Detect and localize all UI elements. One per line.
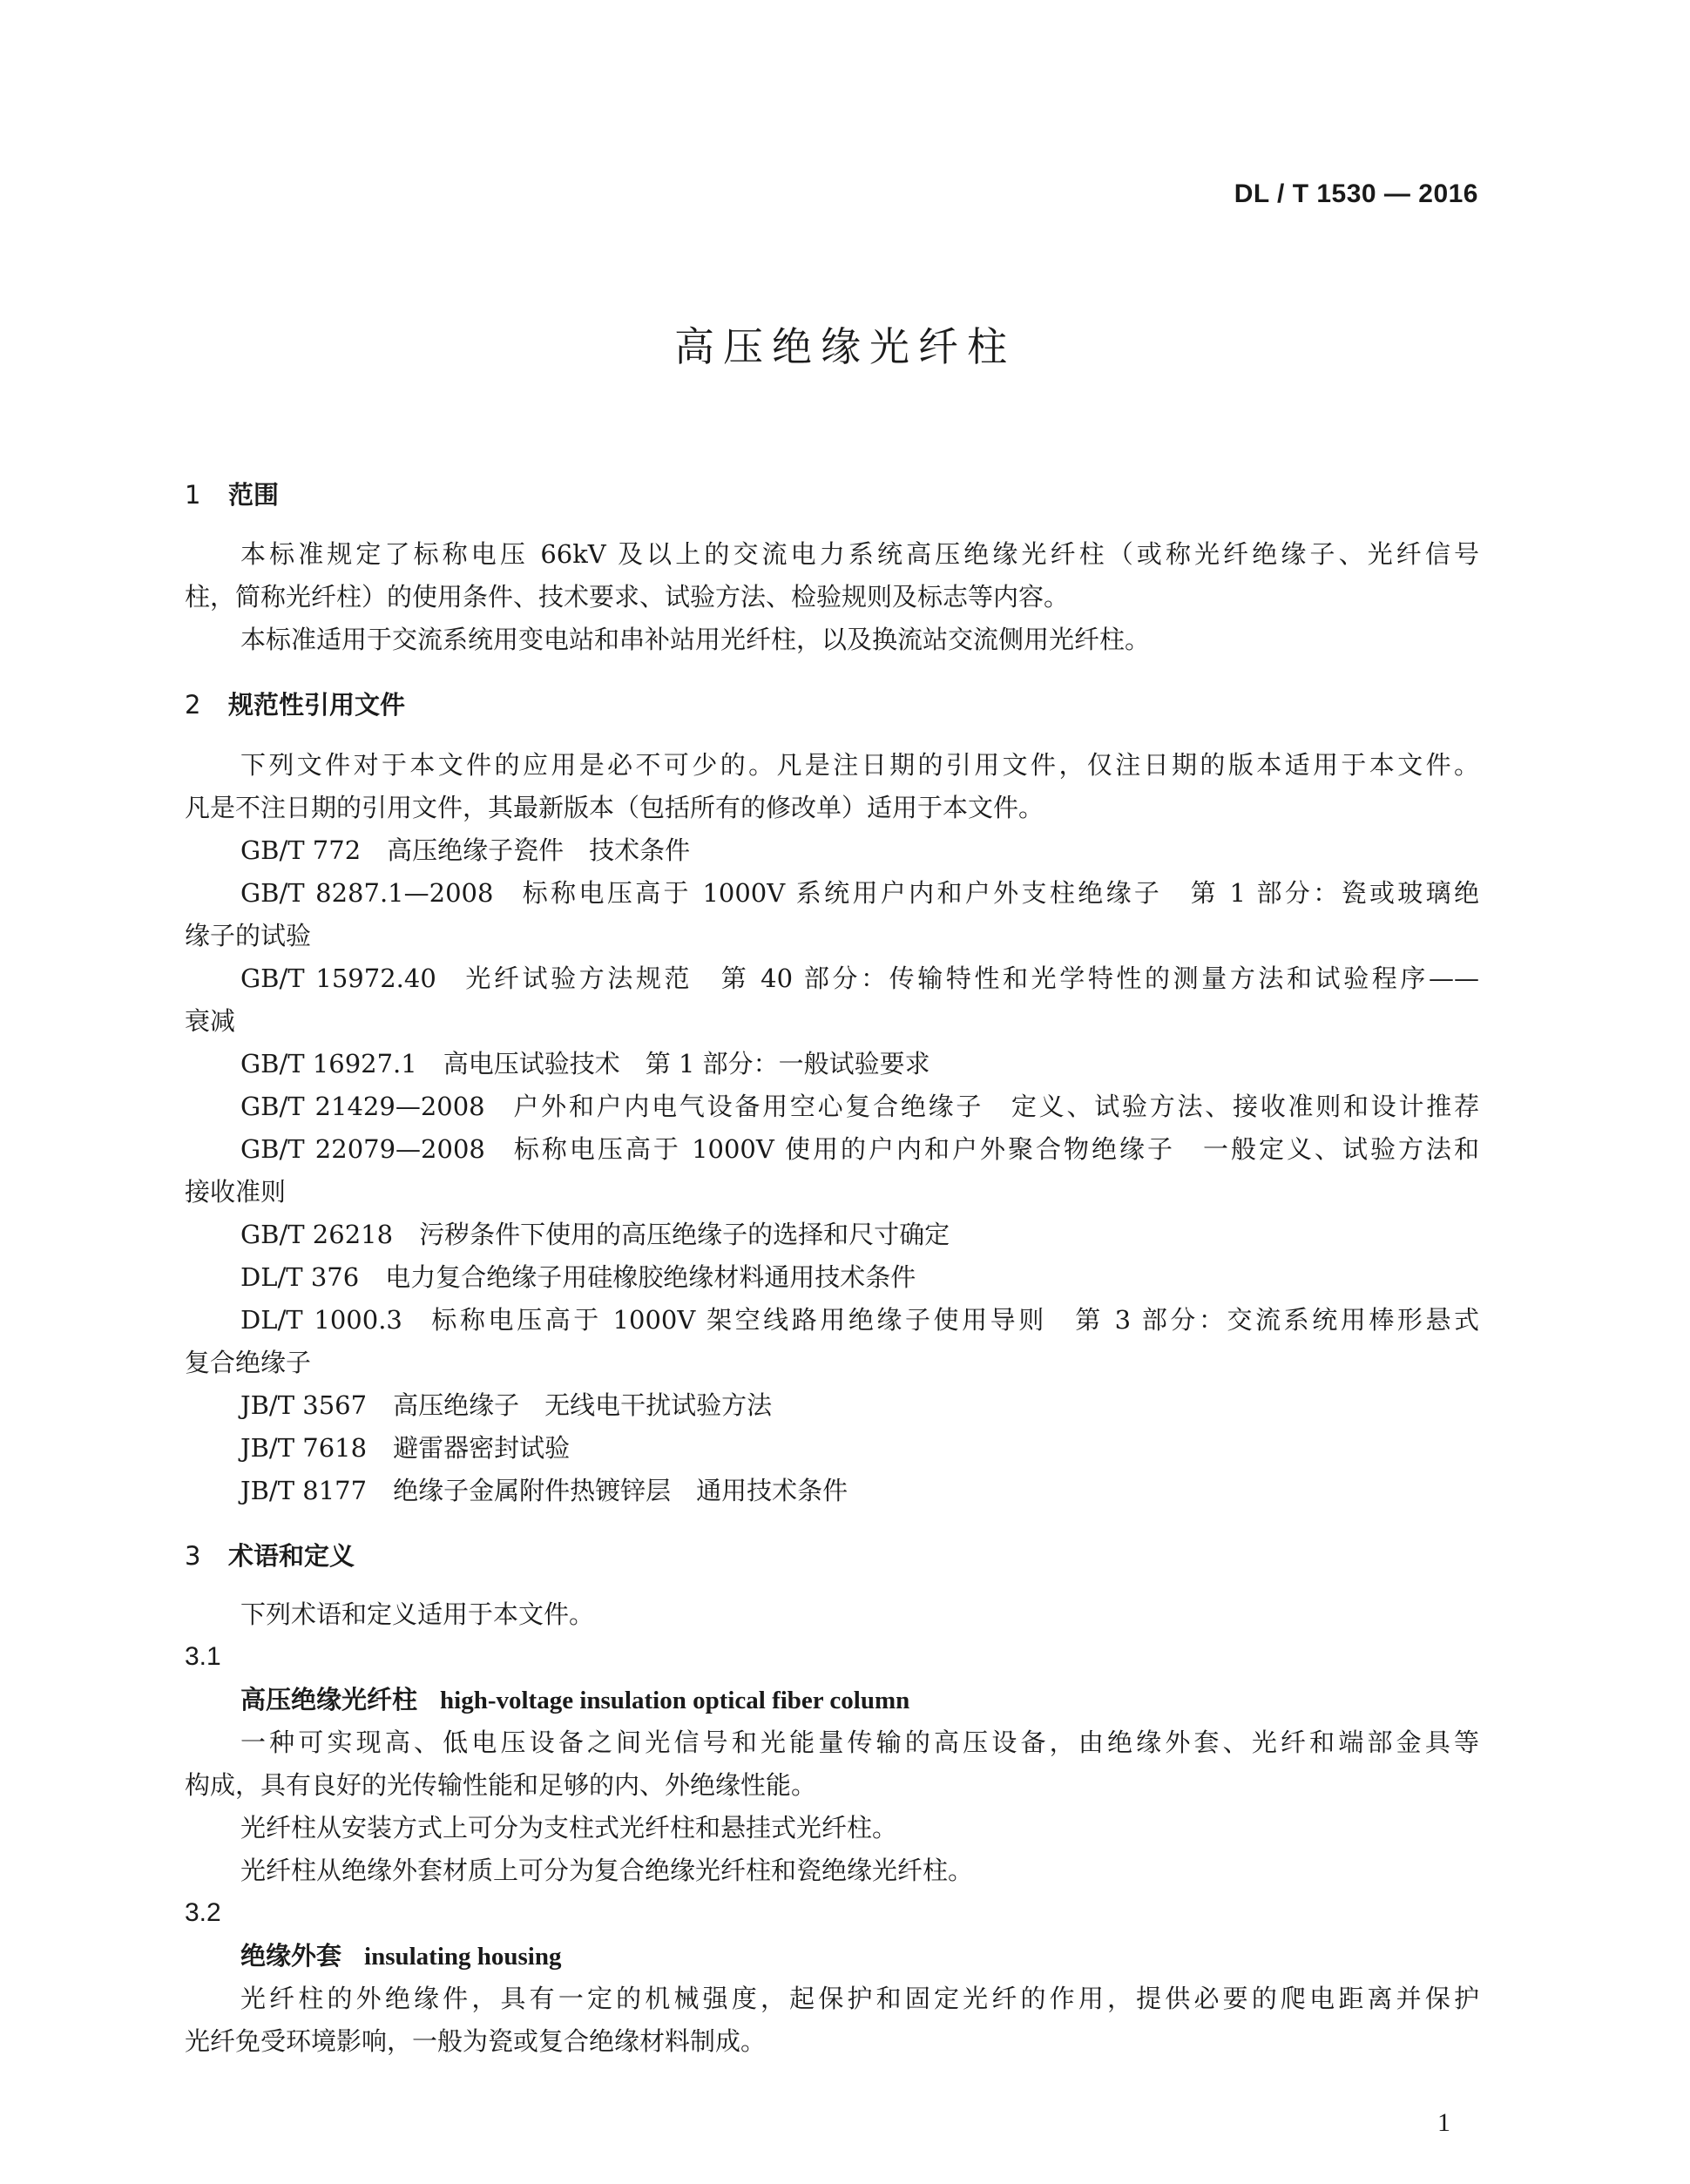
paragraph: 下列文件对于本文件的应用是必不可少的。凡是注日期的引用文件，仅注日期的版本适用于本文件。 <box>240 750 1479 780</box>
standard-code: DL / T 1530 — 2016 <box>1234 179 1478 208</box>
reference-item <box>240 1473 848 1508</box>
reference-title: 户外和户内电气设备用空心复合绝缘子 定义、试验方法、接收准则和设计推荐 <box>510 1092 1479 1121</box>
reference-code: GB/T 16927.1 <box>240 1049 417 1078</box>
reference-code: GB/T 15972.40 <box>240 964 436 993</box>
reference-item <box>240 1217 950 1252</box>
term-chinese: 绝缘外套 <box>240 1941 342 1971</box>
term-english: insulating housing <box>364 1943 562 1971</box>
reference-item <box>240 1430 570 1465</box>
paragraph: 本标准规定了标称电压 66kV 及以上的交流电力系统高压绝缘光纤柱（或称光纤绝缘子、光纤信号 <box>240 539 1479 569</box>
reference-title-continued: 接收准则 <box>185 1177 287 1207</box>
section-1-title: 范围 <box>228 480 280 510</box>
section-3-title: 术语和定义 <box>228 1541 355 1571</box>
section-2-heading <box>185 687 405 722</box>
reference-item <box>240 1302 1479 1337</box>
reference-title: 避雷器密封试验 <box>393 1433 571 1463</box>
reference-code: DL/T 1000.3 <box>240 1305 402 1335</box>
paragraph: 凡是不注日期的引用文件，其最新版本（包括所有的修改单）适用于本文件。 <box>185 793 1044 822</box>
term-chinese: 高压绝缘光纤柱 <box>240 1685 418 1714</box>
term-english: high-voltage insulation optical fiber column <box>440 1687 910 1714</box>
reference-code: JB/T 8177 <box>240 1476 368 1505</box>
reference-item <box>240 876 1479 910</box>
reference-title: 光纤试验方法规范 第 40 部分：传输特性和光学特性的测量方法和试验程序—— <box>462 964 1479 993</box>
reference-item <box>240 1260 916 1295</box>
reference-title-continued: 缘子的试验 <box>185 921 312 950</box>
reference-title: 标称电压高于 1000V 使用的户内和户外聚合物绝缘子 一般定义、试验方法和 <box>510 1134 1479 1164</box>
definition-note: 光纤柱从安装方式上可分为支柱式光纤柱和悬挂式光纤柱。 <box>240 1813 898 1843</box>
reference-item <box>240 961 1479 996</box>
definition: 光纤柱的外绝缘件，具有一定的机械强度，起保护和固定光纤的作用，提供必要的爬电距离并保护 <box>240 1984 1479 2013</box>
definition: 光纤免受环境影响，一般为瓷或复合绝缘材料制成。 <box>185 2026 767 2056</box>
reference-code: GB/T 21429—2008 <box>240 1092 485 1121</box>
reference-code: GB/T 22079—2008 <box>240 1134 485 1164</box>
term-entry <box>240 1938 562 1974</box>
section-1-number: 1 <box>185 480 201 510</box>
definition: 构成，具有良好的光传输性能和足够的内、外绝缘性能。 <box>185 1770 817 1800</box>
reference-title: 高压绝缘子瓷件 技术条件 <box>387 835 691 865</box>
reference-code: GB/T 772 <box>240 835 362 865</box>
section-1-heading <box>185 477 279 512</box>
definition-note: 光纤柱从绝缘外套材质上可分为复合绝缘光纤柱和瓷绝缘光纤柱。 <box>240 1856 974 1885</box>
definition: 一种可实现高、低电压设备之间光信号和光能量传输的高压设备，由绝缘外套、光纤和端部金具等 <box>240 1728 1479 1757</box>
term-entry <box>240 1682 909 1718</box>
reference-item <box>240 1046 930 1081</box>
reference-title-continued: 复合绝缘子 <box>185 1348 312 1377</box>
reference-title: 高压绝缘子 无线电干扰试验方法 <box>393 1390 773 1420</box>
section-2-title: 规范性引用文件 <box>228 690 406 720</box>
paragraph: 本标准适用于交流系统用变电站和串补站用光纤柱，以及换流站交流侧用光纤柱。 <box>240 625 1151 654</box>
reference-item <box>240 1132 1479 1166</box>
section-2-number: 2 <box>185 690 201 720</box>
reference-title: 标称电压高于 1000V 架空线路用绝缘子使用导则 第 3 部分：交流系统用棒形悬式 <box>428 1305 1479 1335</box>
paragraph: 下列术语和定义适用于本文件。 <box>240 1599 595 1629</box>
reference-title: 高电压试验技术 第 1 部分：一般试验要求 <box>443 1049 930 1078</box>
reference-title: 标称电压高于 1000V 系统用户内和户外支柱绝缘子 第 1 部分：瓷或玻璃绝 <box>519 878 1479 908</box>
paragraph: 柱，简称光纤柱）的使用条件、技术要求、试验方法、检验规则及标志等内容。 <box>185 582 1070 612</box>
reference-code: GB/T 8287.1—2008 <box>240 878 494 908</box>
reference-title: 绝缘子金属附件热镀锌层 通用技术条件 <box>393 1476 848 1505</box>
reference-item <box>240 1388 772 1423</box>
reference-code: DL/T 376 <box>240 1262 360 1292</box>
clause-number: 3.1 <box>185 1642 221 1671</box>
reference-code: GB/T 26218 <box>240 1220 394 1249</box>
reference-title-continued: 衰减 <box>185 1006 236 1036</box>
reference-code: JB/T 3567 <box>240 1390 368 1420</box>
section-3-heading <box>185 1538 355 1573</box>
reference-title: 污秽条件下使用的高压绝缘子的选择和尺寸确定 <box>419 1220 950 1249</box>
reference-code: JB/T 7618 <box>240 1433 368 1463</box>
reference-title: 电力复合绝缘子用硅橡胶绝缘材料通用技术条件 <box>385 1262 916 1292</box>
reference-item <box>240 1089 1479 1124</box>
document-title: 高压绝缘光纤柱 <box>674 323 1016 370</box>
section-3-number: 3 <box>185 1541 201 1571</box>
page-number: 1 <box>1437 2108 1450 2137</box>
reference-item <box>240 833 690 868</box>
clause-number: 3.2 <box>185 1898 221 1927</box>
